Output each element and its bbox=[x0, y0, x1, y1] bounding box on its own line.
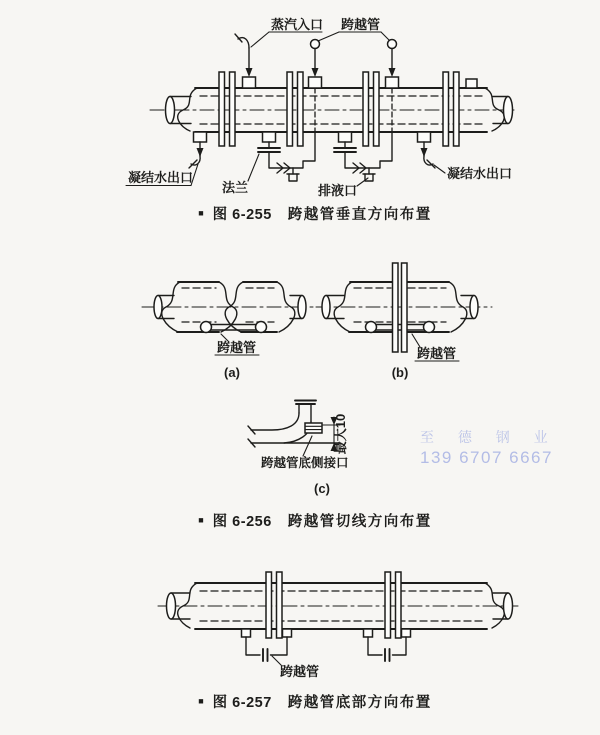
figure-256-caption bbox=[15, 510, 600, 531]
flange bbox=[393, 263, 399, 352]
crossover-bottom-nozzle bbox=[339, 132, 352, 142]
vent-nozzle bbox=[466, 79, 477, 88]
label-condensate-right: 凝结水出口 bbox=[447, 166, 513, 181]
subfigure-c bbox=[248, 401, 349, 497]
pipe-end-right bbox=[504, 593, 513, 619]
figure-255-drawing bbox=[0, 0, 600, 200]
label-condensate-left: 凝结水出口 bbox=[128, 170, 194, 185]
pipe-end-left bbox=[154, 296, 162, 319]
jacketed-pipe bbox=[158, 583, 518, 629]
caption-number: 图 6-255 bbox=[212, 207, 272, 223]
drain-valve bbox=[289, 174, 297, 181]
subfigure-c-tag: (c) bbox=[314, 481, 330, 496]
crossover-port bbox=[424, 322, 435, 333]
subfigure-a-tag: (a) bbox=[224, 365, 240, 380]
steam-inlet-arrow bbox=[235, 34, 253, 77]
subfigure-a bbox=[142, 282, 318, 380]
figure-257-drawing bbox=[0, 555, 600, 690]
caption-number: 图 6-256 bbox=[212, 514, 272, 530]
caption-title: 跨越管垂直方向布置 bbox=[287, 207, 432, 223]
jacketed-pipe bbox=[150, 88, 518, 132]
pipe-end-left bbox=[322, 296, 330, 319]
crossover-port bbox=[256, 322, 267, 333]
figure-256-drawing bbox=[0, 250, 600, 505]
elbow-outer bbox=[251, 413, 299, 430]
crossover-port bbox=[201, 322, 212, 333]
label-flange: 法兰 bbox=[222, 180, 249, 195]
caption-number: 图 6-257 bbox=[212, 695, 272, 711]
caption-bullet: ■ bbox=[198, 696, 204, 706]
label-bottom-side-connection: 跨越管底侧接口 bbox=[261, 456, 349, 470]
watermark-company: 至 德 钢 业 bbox=[420, 429, 558, 445]
caption-title: 跨越管切线方向布置 bbox=[287, 514, 432, 530]
label-crossover-top: 跨越管 bbox=[341, 17, 381, 32]
caption-title: 跨越管底部方向布置 bbox=[287, 695, 432, 711]
label-crossover-a: 跨越管 bbox=[217, 340, 257, 355]
subfigure-b-tag: (b) bbox=[391, 365, 409, 380]
crossover-drop-right bbox=[388, 40, 397, 78]
crossover-bottom-nozzle bbox=[263, 132, 276, 142]
condensate-nozzle bbox=[194, 132, 207, 142]
crossover-drop-left bbox=[311, 40, 320, 78]
crossover-nozzle bbox=[309, 77, 322, 88]
crossover-port bbox=[366, 322, 377, 333]
figure-257-caption bbox=[15, 691, 600, 712]
flange bbox=[402, 263, 408, 352]
subfigure-b bbox=[316, 263, 492, 380]
label-drain: 排液口 bbox=[318, 183, 358, 198]
condensate-nozzle bbox=[418, 132, 431, 142]
crossover-loop-right bbox=[368, 637, 406, 661]
pipe-end-left bbox=[167, 593, 176, 619]
pipe-end-right bbox=[504, 97, 513, 124]
label-crossover: 跨越管 bbox=[280, 664, 320, 679]
pipe-end-right bbox=[470, 296, 478, 319]
label-crossover-b: 跨越管 bbox=[417, 346, 457, 361]
label-steam-inlet: 蒸汽入口 bbox=[271, 17, 324, 32]
pipe-end-left bbox=[166, 97, 175, 124]
watermark-phone: 139 6707 6667 bbox=[420, 448, 553, 468]
bottom-side-socket bbox=[305, 423, 322, 433]
caption-bullet: ■ bbox=[198, 208, 204, 218]
caption-bullet: ■ bbox=[198, 515, 204, 525]
crossover-nozzle bbox=[386, 77, 399, 88]
condensate-outlet-right bbox=[421, 142, 436, 168]
figure-255-caption bbox=[15, 203, 600, 224]
crossover-loop-left bbox=[246, 637, 287, 661]
steam-inlet-nozzle bbox=[243, 77, 256, 88]
pipe-end-right bbox=[298, 296, 306, 319]
dimension-text: 最大10 bbox=[333, 413, 348, 455]
condensate-outlet-left bbox=[189, 142, 204, 168]
